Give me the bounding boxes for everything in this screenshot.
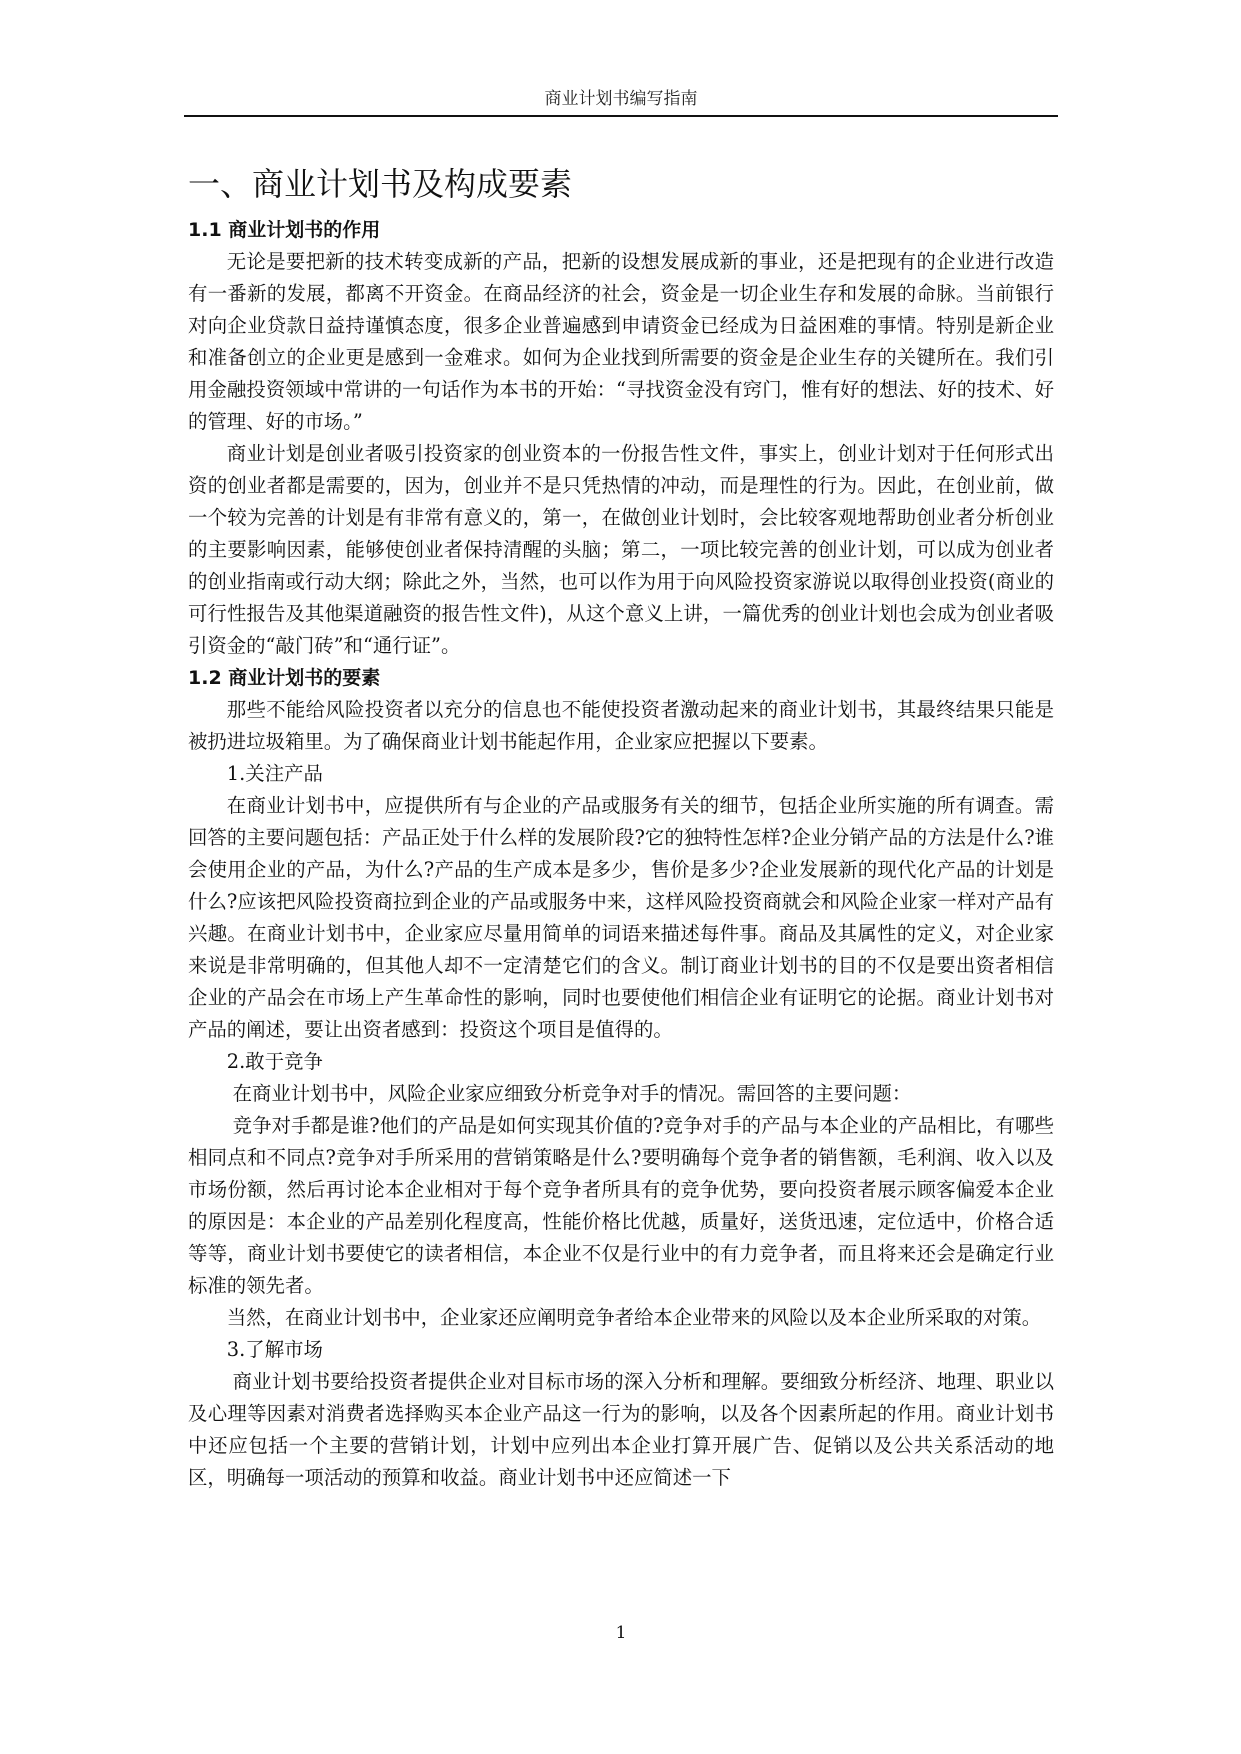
paragraph-market: 商业计划书要给投资者提供企业对目标市场的深入分析和理解。要细致分析经济、地理、职业以及心理等因素对消费者选择购买本企业产品这一行为的影响，以及各个因素所起的作用。商业计划书中还应包括一个主要的营销计划，计划中应列出本企业打算开展广告、促销以及公共关系活动的地区，明确每一项活动的预算和收益。商业计划书中还应简述一下 [188, 1370, 1054, 1489]
item-heading-product: 1.关注产品 [226, 762, 323, 785]
paragraph-business-plan: 商业计划是创业者吸引投资家的创业资本的一份报告性文件，事实上，创业计划对于任何形式出资的创业者都是需要的，因为，创业并不是只凭热情的冲动，而是理性的行为。因此，在创业前，做一个较为完善的计划是有非常有意义的，第一，在做创业计划时，会比较客观地帮助创业者分析创业的主要影响因素，能够使创业者保持清醒的头脑；第二，一项比较完善的创业计划，可以成为创业者的创业指南或行动大纲；除此之外，当然，也可以作为用于向风险投资家游说以取得创业投资(商业的可行性报告及其他渠道融资的报告性文件)，从这个意义上讲，一篇优秀的创业计划也会成为创业者吸引资金的“敲门砖”和“通行证”。 [188, 442, 1054, 657]
paragraph-competition-questions: 竞争对手都是谁?他们的产品是如何实现其价值的?竞争对手的产品与本企业的产品相比，有哪些相同点和不同点?竞争对手所采用的营销策略是什么?要明确每个竞争者的销售额，毛利润、收入以及市场份额，然后再讨论本企业相对于每个竞争者所具有的竞争优势，要向投资者展示顾客偏爱本企业的原因是：本企业的产品差别化程度高，性能价格比优越，质量好，送货迅速，定位适中，价格合适等等，商业计划书要使它的读者相信，本企业不仅是行业中的有力竞争者，而且将来还会是确定行业标准的领先者。 [188, 1114, 1054, 1297]
item-heading-market: 3.了解市场 [226, 1338, 323, 1361]
item-heading-competition: 2.敢于竞争 [226, 1050, 323, 1073]
section-heading-1-2: 1.2 商业计划书的要素 [188, 667, 381, 689]
paragraph-competition-intro: 在商业计划书中，风险企业家应细致分析竞争对手的情况。需回答的主要问题： [232, 1082, 912, 1105]
section-heading-1-1: 1.1 商业计划书的作用 [188, 219, 381, 241]
page-number: 1 [615, 1623, 627, 1643]
header-rule [184, 115, 1058, 117]
paragraph-elements-intro: 那些不能给风险投资者以充分的信息也不能使投资者激动起来的商业计划书，其最终结果只能是被扔进垃圾箱里。为了确保商业计划书能起作用，企业家应把握以下要素。 [188, 698, 1054, 753]
paragraph-funding: 无论是要把新的技术转变成新的产品，把新的设想发展成新的事业，还是把现有的企业进行改造有一番新的发展，都离不开资金。在商品经济的社会，资金是一切企业生存和发展的命脉。当前银行对向企业贷款日益持谨慎态度，很多企业普遍感到申请资金已经成为日益困难的事情。特别是新企业和准备创立的企业更是感到一金难求。如何为企业找到所需要的资金是企业生存的关键所在。我们引用金融投资领域中常讲的一句话作为本书的开始：“寻找资金没有窍门，惟有好的想法、好的技术、好的管理、好的市场。” [188, 250, 1054, 433]
page-body [188, 158, 1054, 1494]
paragraph-product: 在商业计划书中，应提供所有与企业的产品或服务有关的细节，包括企业所实施的所有调查。需回答的主要问题包括：产品正处于什么样的发展阶段?它的独特性怎样?企业分销产品的方法是什么?谁会使用企业的产品，为什么?产品的生产成本是多少，售价是多少?企业发展新的现代化产品的计划是什么?应该把风险投资商拉到企业的产品或服务中来，这样风险投资商就会和风险企业家一样对产品有兴趣。在商业计划书中，企业家应尽量用简单的词语来描述每件事。商品及其属性的定义，对企业家来说是非常明确的，但其他人却不一定清楚它们的含义。制订商业计划书的目的不仅是要出资者相信企业的产品会在市场上产生革命性的影响，同时也要使他们相信企业有证明它的论据。商业计划书对产品的阐述，要让出资者感到：投资这个项目是值得的。 [188, 794, 1054, 1041]
chapter-title: 一、商业计划书及构成要素 [188, 165, 573, 203]
paragraph-competition-risk: 当然，在商业计划书中，企业家还应阐明竞争者给本企业带来的风险以及本企业所采取的对策。 [226, 1306, 1042, 1329]
running-header: 商业计划书编写指南 [544, 89, 698, 109]
